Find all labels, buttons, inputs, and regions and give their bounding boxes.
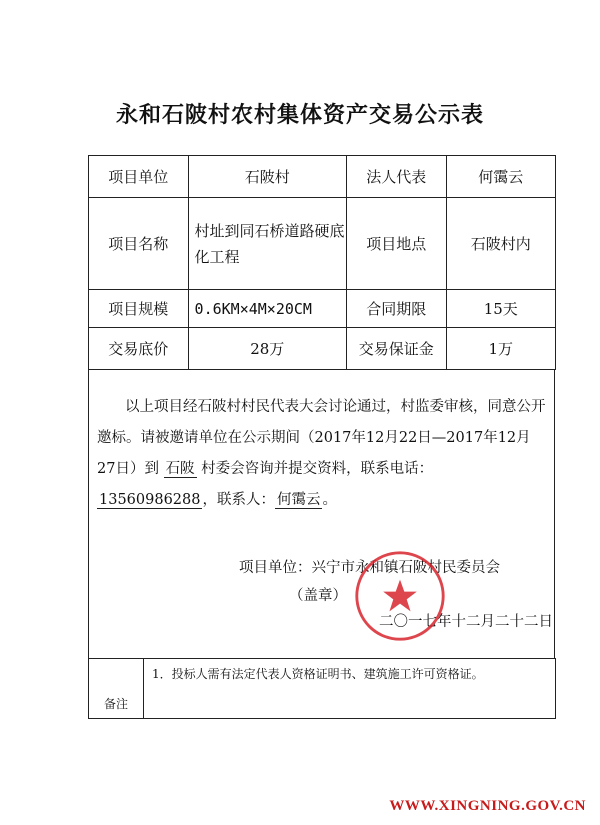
contact-name: 何霭云 [276,492,321,508]
announcement-box [88,370,555,658]
label-cell: 项目单位 [89,156,189,198]
value-cell: 1万 [446,328,556,370]
label-cell: 合同期限 [346,290,446,328]
official-seal-stamp [352,548,448,644]
announcement-part3: ，联系人： [202,492,275,508]
signature-seal: （盖章） [289,588,347,604]
table-row [89,156,556,198]
table-row [89,290,556,328]
page-title: 永和石陂村农村集体资产交易公示表 [115,102,484,128]
value-cell: 石陂村 [188,156,346,198]
label-cell: 交易底价 [89,328,189,370]
table-row [89,198,556,290]
label-cell: 项目地点 [346,198,446,290]
signature-unit: 项目单位：兴宁市永和镇石陂村民委员会 [239,560,500,576]
village-name: 石陂 [165,461,195,477]
phone-number: 13560986288 [99,492,201,508]
value-cell: 0.6KM×4M×20CM [188,290,346,328]
value-cell: 15天 [446,290,556,328]
watermark-url[interactable]: WWW.XINGNING.GOV.CN [389,798,586,814]
value-cell: 村址到同石桥道路硬底化工程 [188,198,346,290]
announcement-text [97,392,549,516]
value-cell: 石陂村内 [446,198,556,290]
remarks-label: 备注 [89,659,144,719]
announcement-part2: 村委会咨询并提交资料，联系电话： [201,461,434,477]
label-cell: 法人代表 [346,156,446,198]
announcement-part4: 。 [322,492,337,508]
label-cell: 项目规模 [89,290,189,328]
remarks-text: 1．投标人需有法定代表人资格证明书、建筑施工许可资格证。 [144,659,556,719]
label-cell: 项目名称 [89,198,189,290]
table-row [89,328,556,370]
info-table [88,155,556,370]
label-cell: 交易保证金 [346,328,446,370]
remarks-table [88,658,556,719]
signature-date: 二〇一七年十二月二十二日 [379,614,553,630]
announcement-part1: 以上项目经石陂村村民代表大会讨论通过，村监委审核，同意公开邀标。请被邀请单位在公示期间（2017年12月22日—2017年12月27日）到 [97,399,546,477]
value-cell: 28万 [188,328,346,370]
value-cell: 何霭云 [446,156,556,198]
